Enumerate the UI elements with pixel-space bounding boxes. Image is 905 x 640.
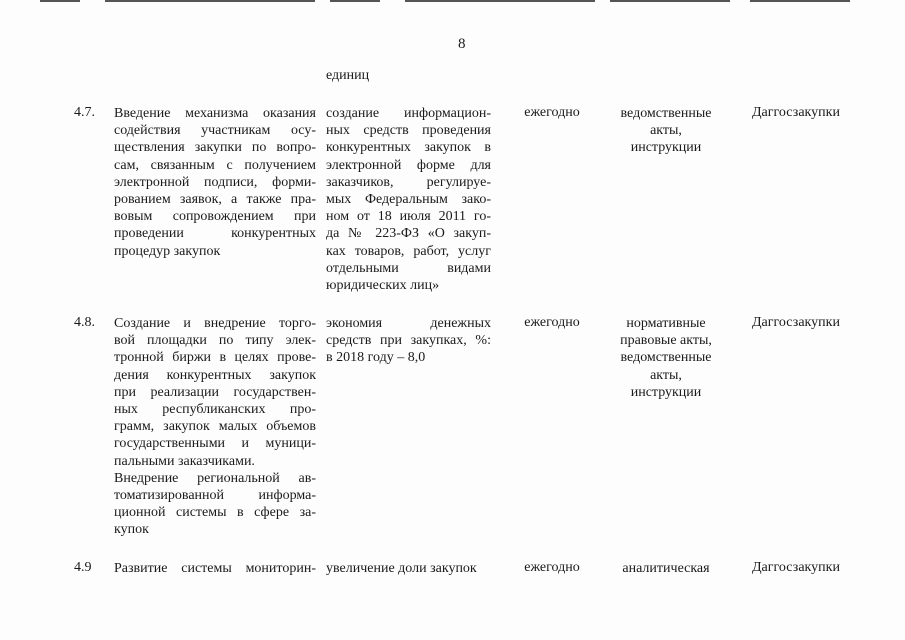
- text-line: купок: [114, 522, 149, 538]
- document-type-text: [604, 560, 728, 577]
- text-line: Создание и внедрение торго-: [114, 316, 316, 331]
- text-line: вой площадки по типу элек-: [114, 333, 316, 349]
- text-line: вовым сопровождением при: [114, 209, 316, 225]
- text-line: ществления закупки по вопро-: [114, 140, 316, 156]
- period-text: ежегодно: [524, 560, 580, 575]
- text-line: заказчиков, регулируе-: [326, 174, 491, 190]
- executor-text: Даггосзакупки: [752, 560, 840, 575]
- text-line: дения конкурентных закупок: [114, 367, 316, 383]
- text-line: экономия денежных: [326, 316, 491, 331]
- text-line: проведении конкурентных: [114, 226, 316, 242]
- text-line: в 2018 году – 8,0: [326, 350, 426, 366]
- text-line: инструкции: [630, 384, 702, 400]
- text-line: средств при закупках, %:: [326, 333, 491, 349]
- document-type-text: [604, 315, 728, 401]
- indicator-text: [326, 105, 491, 294]
- text-line: рованием заявок, а также пра-: [114, 191, 316, 207]
- scan-edge-line: [405, 0, 595, 2]
- indicator-text: [326, 315, 491, 367]
- text-line: мых Федеральным зако-: [326, 191, 491, 207]
- scan-edge-line: [750, 0, 850, 2]
- text-line: тронной биржи в целях прове-: [114, 350, 316, 366]
- text-line: отдельными видами: [326, 260, 491, 276]
- text-line: ных средств проведения: [326, 123, 491, 139]
- measure-text: [114, 315, 316, 538]
- text-line: да № 223-ФЗ «О закуп-: [326, 226, 491, 242]
- text-line: нормативные: [626, 316, 706, 331]
- text-line: электронной форме для: [326, 157, 491, 173]
- text-line: инструкции: [630, 140, 702, 156]
- continuation-text: единиц: [326, 68, 370, 83]
- text-line: ведомственные: [620, 106, 712, 121]
- executor-text: Даггосзакупки: [752, 105, 840, 120]
- text-line: ном от 18 июля 2011 го-: [326, 209, 491, 225]
- text-line: электронной подписи, форми-: [114, 174, 316, 190]
- measure-text: [114, 105, 316, 260]
- text-line: Развитие системы мониторин-: [114, 561, 316, 576]
- measure-text: [114, 560, 316, 577]
- text-line: Введение механизма оказания: [114, 106, 316, 121]
- row-number: 4.9: [74, 560, 92, 575]
- text-line: правовые акты,: [620, 333, 712, 349]
- text-line: создание информацион-: [326, 106, 491, 121]
- indicator-text: [326, 560, 491, 577]
- text-line: томатизированной информа-: [114, 487, 316, 503]
- scan-edge-line: [40, 0, 80, 2]
- text-line: содействия участникам осу-: [114, 123, 316, 139]
- row-number: 4.7.: [74, 105, 95, 120]
- text-line: сам, связанным с получением: [114, 157, 316, 173]
- text-line: процедур закупок: [114, 243, 221, 259]
- page-number: 8: [458, 36, 466, 52]
- text-line: при реализации государствен-: [114, 384, 316, 400]
- text-line: государственными и муници-: [114, 436, 316, 452]
- document-type-text: [604, 105, 728, 157]
- text-line: юридических лиц»: [326, 277, 440, 293]
- period-text: ежегодно: [524, 315, 580, 330]
- text-line: ведомственные: [620, 350, 712, 366]
- text-line: акты,: [650, 123, 682, 139]
- text-line: увеличение доли закупок: [326, 561, 477, 576]
- scan-edge-line: [105, 0, 315, 2]
- scan-edge-line: [330, 0, 380, 2]
- text-line: грамм, закупок малых объемов: [114, 419, 316, 435]
- text-line: Внедрение региональной ав-: [114, 470, 316, 486]
- text-line: акты,: [650, 367, 682, 383]
- row-number: 4.8.: [74, 315, 95, 330]
- text-line: аналитическая: [622, 561, 710, 576]
- executor-text: Даггосзакупки: [752, 315, 840, 330]
- text-line: конкурентных закупок в: [326, 140, 491, 156]
- period-text: ежегодно: [524, 105, 580, 120]
- text-line: пальными заказчиками.: [114, 453, 255, 469]
- text-line: ционной системы в сфере за-: [114, 505, 316, 521]
- text-line: ках товаров, работ, услуг: [326, 243, 491, 259]
- text-line: ных республиканских про-: [114, 401, 316, 417]
- scan-edge-line: [610, 0, 730, 2]
